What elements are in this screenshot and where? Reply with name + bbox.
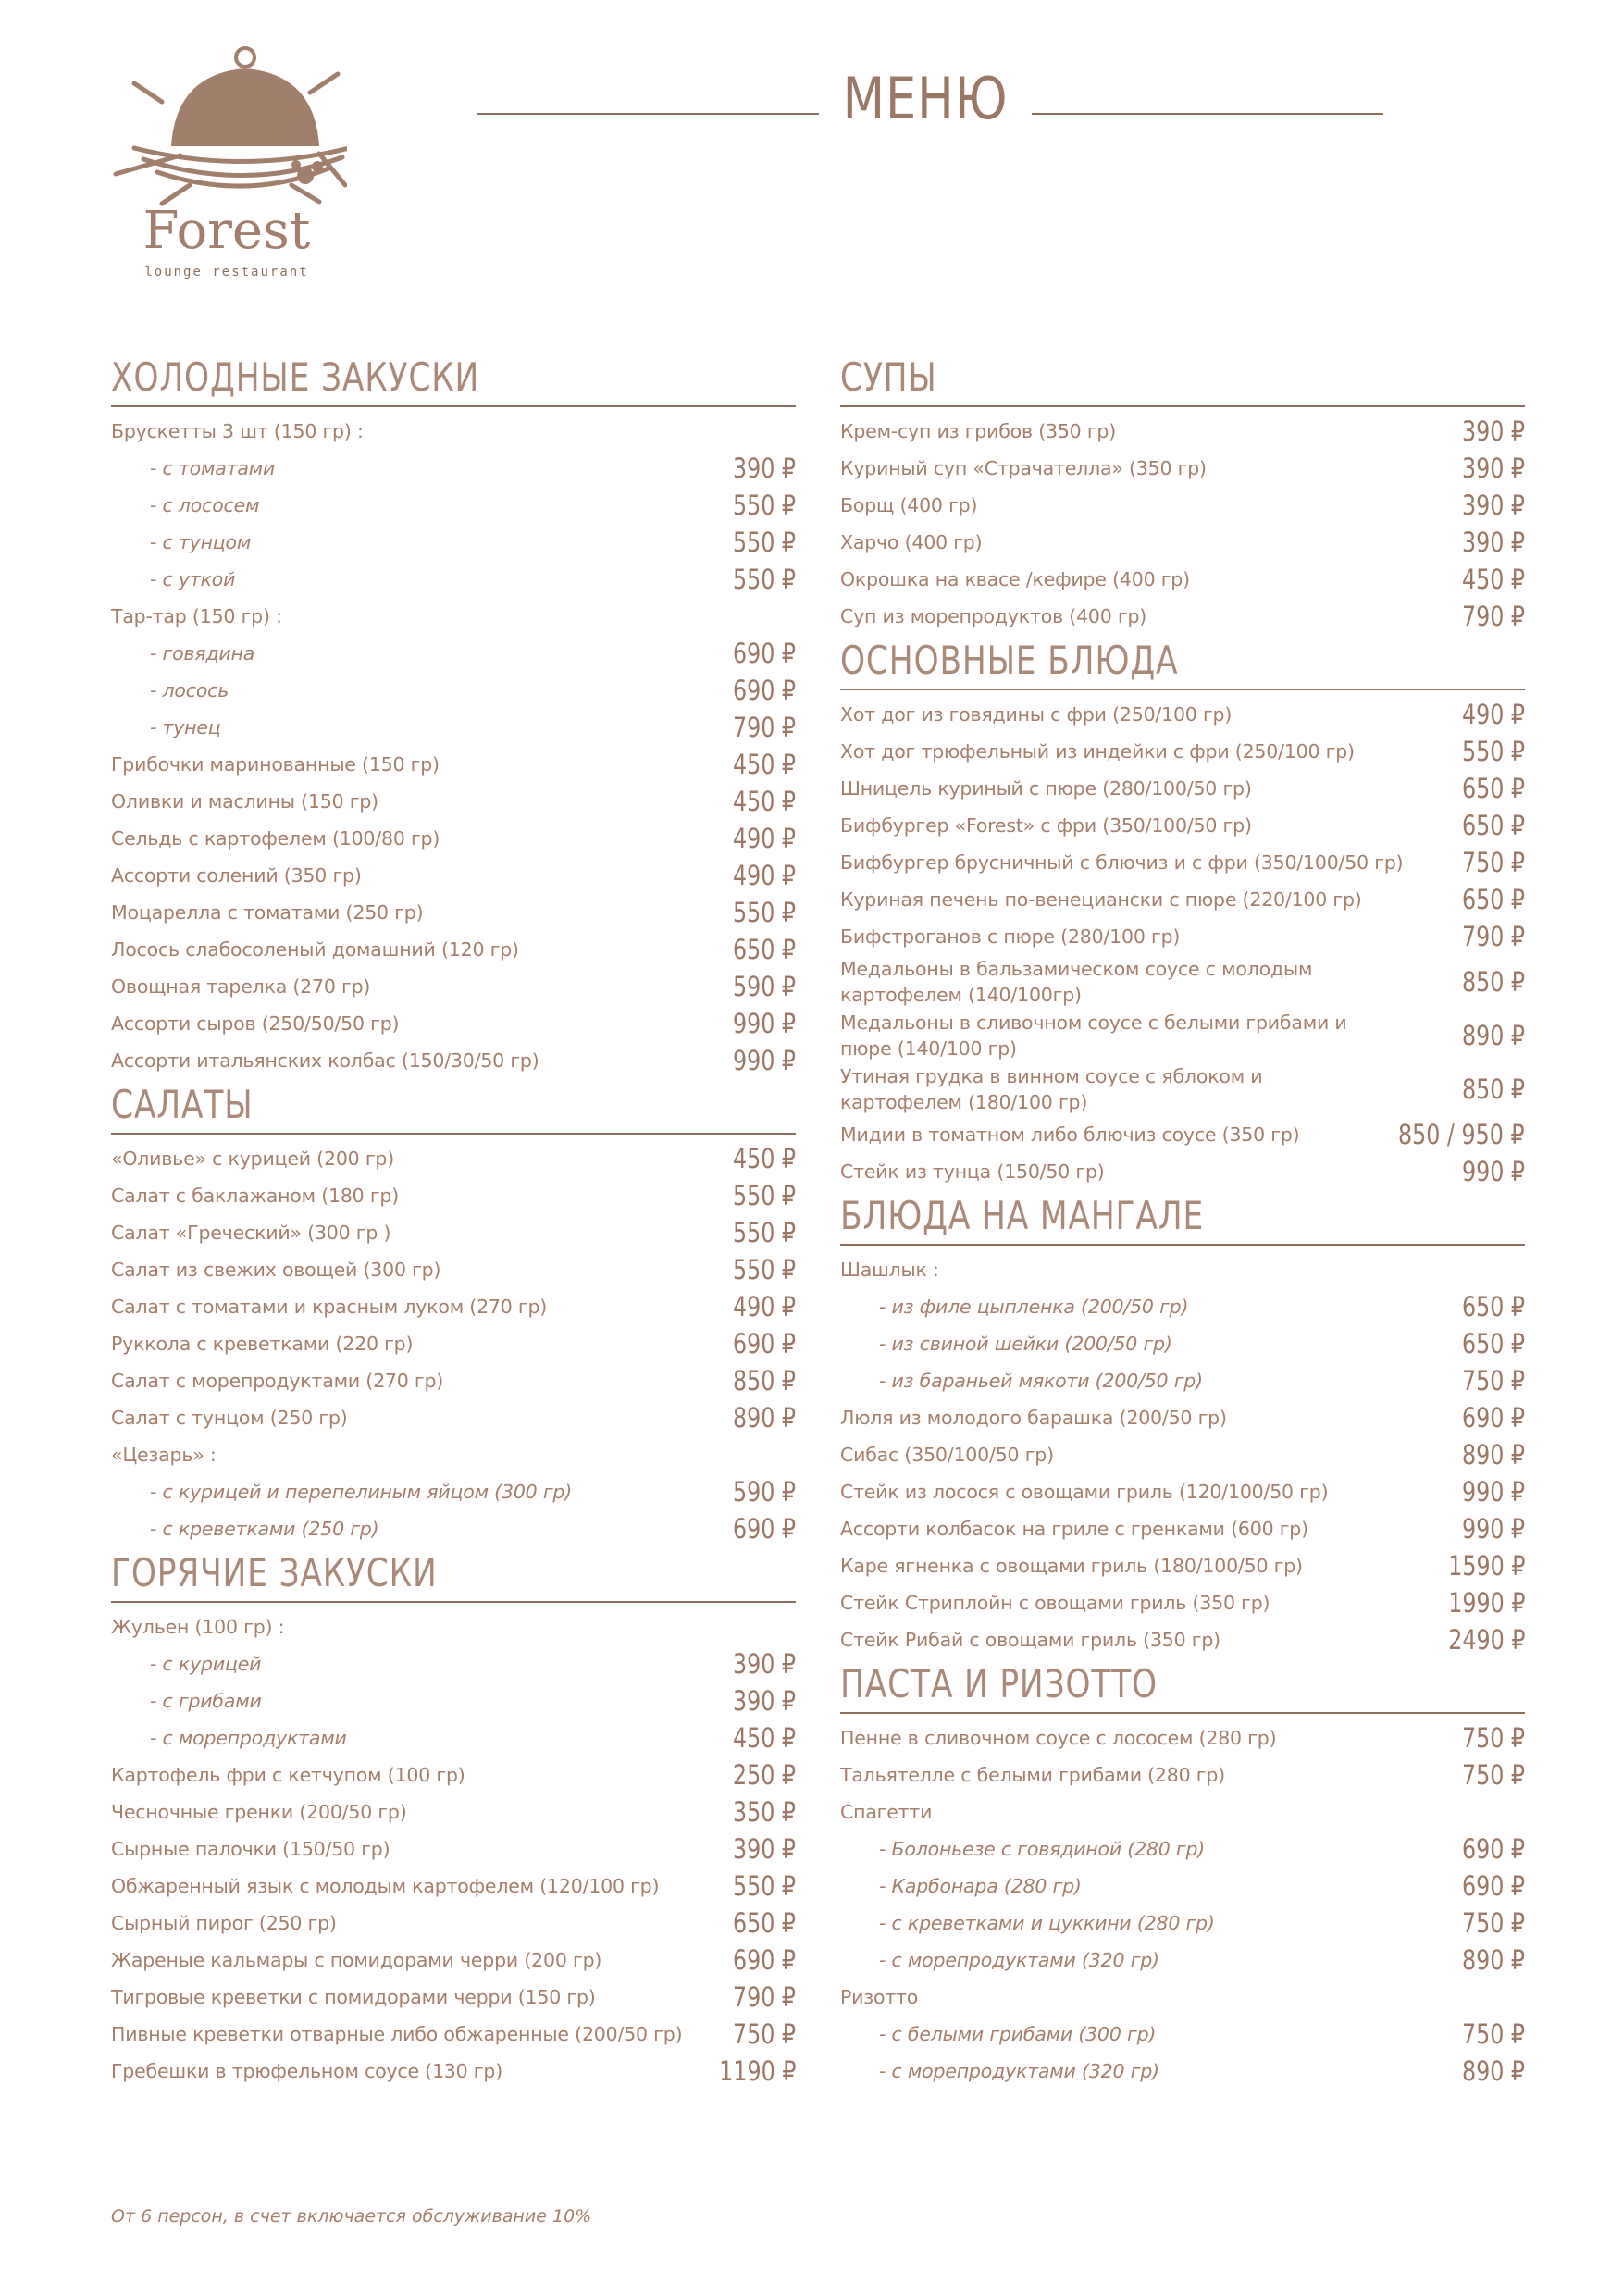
menu-item-price: 890 ₽: [1461, 1020, 1525, 1051]
menu-item: [111, 1473, 796, 1510]
menu-item: [111, 857, 796, 894]
menu-item-price: 990 ₽: [1461, 1476, 1525, 1508]
menu-item-name: - с томатами: [150, 456, 276, 479]
section-title: ГОРЯЧИЕ ЗАКУСКИ: [111, 1550, 438, 1595]
menu-item-price: 350 ₽: [732, 1796, 796, 1828]
menu-item-price: 550 ₽: [732, 564, 796, 595]
menu-item: [111, 1756, 796, 1793]
section-rule: [840, 1712, 1525, 1714]
menu-item-name: Бифстроганов с пюре (280/100 гр): [840, 925, 1181, 948]
menu-item: [111, 413, 796, 450]
logo-name: Forest: [142, 201, 311, 261]
menu-item-name: Стейк из тунца (150/50 гр): [840, 1160, 1105, 1183]
menu-item: [840, 696, 1525, 733]
menu-item: [840, 450, 1525, 487]
menu-item: [840, 733, 1525, 770]
menu-item-price: 690 ₽: [732, 1513, 796, 1545]
menu-item-price: 490 ₽: [732, 823, 796, 854]
menu-item: [111, 1942, 796, 1979]
menu-item-price: 850 / 950 ₽: [1398, 1119, 1525, 1150]
menu-item: [111, 1325, 796, 1362]
menu-item: [840, 770, 1525, 807]
menu-item-price: 390 ₽: [732, 1685, 796, 1717]
menu-section: [840, 635, 1525, 1190]
menu-item-name: - с курицей: [150, 1652, 262, 1675]
menu-section: [111, 352, 796, 1079]
menu-item: [840, 1399, 1525, 1436]
menu-item-name: Сибас (350/100/50 гр): [840, 1443, 1054, 1466]
menu-item-name: - с белыми грибами (300 гр): [879, 2022, 1157, 2045]
menu-item-name: Борщ (400 гр): [840, 493, 978, 516]
menu-item: [111, 2016, 796, 2053]
menu-item-name: Брускетты 3 шт (150 гр) :: [111, 419, 364, 442]
menu-item-price: 450 ₽: [732, 749, 796, 780]
menu-item-price: 450 ₽: [732, 786, 796, 817]
menu-item: [111, 2053, 796, 2090]
menu-item-name: Лосось слабосоленый домашний (120 гр): [111, 937, 519, 961]
menu-item-price: 550 ₽: [732, 1180, 796, 1211]
menu-item-name: - с курицей и перепелиным яйцом (300 гр): [150, 1480, 573, 1503]
menu-item-price: 690 ₽: [732, 638, 796, 669]
menu-item-price: 550 ₽: [732, 1254, 796, 1285]
menu-item-price: 850 ₽: [1461, 1074, 1525, 1105]
menu-item: [840, 1251, 1525, 1288]
menu-item-name: - из свиной шейки (200/50 гр): [879, 1332, 1172, 1355]
menu-item-price: 850 ₽: [732, 1365, 796, 1396]
menu-item: [840, 2053, 1525, 2090]
menu-item-name: Салат с морепродуктами (270 гр): [111, 1369, 444, 1392]
menu-item-name: - из бараньей мякоти (200/50 гр): [879, 1369, 1203, 1392]
menu-item-price: 750 ₽: [1461, 1722, 1525, 1754]
menu-item-price: 390 ₽: [1461, 490, 1525, 521]
menu-item-price: 590 ₽: [732, 1476, 796, 1508]
menu-item-name: Ассорти колбасок на гриле с гренками (600 гр): [840, 1517, 1308, 1540]
menu-item: [111, 524, 796, 561]
cloche-nest-icon: [106, 37, 347, 213]
menu-item: [840, 1325, 1525, 1362]
menu-item-price: 1590 ₽: [1447, 1550, 1525, 1582]
menu-item: [111, 1905, 796, 1942]
menu-item-name: Пенне в сливочном соусе с лососем (280 гр): [840, 1726, 1277, 1749]
menu-item-name: Суп из морепродуктов (400 гр): [840, 604, 1147, 627]
menu-item-price: 1190 ₽: [718, 2055, 796, 2087]
menu-item-name: Бифбургер «Forest» с фри (350/100/50 гр): [840, 813, 1252, 837]
menu-item-name: Жареные кальмары с помидорами черри (200 гр): [111, 1948, 602, 1971]
menu-item-name: Ризотто: [840, 1985, 919, 2008]
menu-item-price: 890 ₽: [732, 1402, 796, 1433]
menu-item-price: 790 ₽: [732, 1981, 796, 2013]
menu-item: [111, 1288, 796, 1325]
menu-item: [840, 1510, 1525, 1547]
menu-item-name: Утиная грудка в винном соусе с яблоком и картофелем (180/100 гр): [840, 1065, 1263, 1113]
menu-item: [111, 1510, 796, 1547]
menu-item-name: Салат с тунцом (250 гр): [111, 1406, 348, 1429]
menu-item-price: 390 ₽: [732, 1833, 796, 1865]
menu-item-price: 650 ₽: [1461, 773, 1525, 804]
menu-item-price: 550 ₽: [732, 1217, 796, 1248]
menu-item: [840, 1979, 1525, 2016]
menu-item-name: Стейк Рибай с овощами гриль (350 гр): [840, 1628, 1220, 1651]
menu-item-price: 790 ₽: [1461, 921, 1525, 952]
menu-item-price: 650 ₽: [1461, 1328, 1525, 1359]
menu-item-price: 750 ₽: [1461, 2018, 1525, 2050]
menu-item-price: 750 ₽: [1461, 1365, 1525, 1396]
menu-item-name: Харчо (400 гр): [840, 530, 983, 553]
menu-item-name: Грибочки маринованные (150 гр): [111, 752, 440, 776]
menu-item: [840, 1905, 1525, 1942]
menu-item-name: - с уткой: [150, 567, 236, 590]
menu-item-price: 450 ₽: [1461, 564, 1525, 595]
menu-item-name: Моцарелла с томатами (250 гр): [111, 900, 424, 924]
menu-item-name: - с креветками (250 гр): [150, 1517, 379, 1540]
menu-item-name: Шашлык :: [840, 1258, 939, 1281]
menu-item: [111, 1793, 796, 1831]
menu-item: [840, 1621, 1525, 1658]
menu-item: [111, 1868, 796, 1905]
menu-item-price: 550 ₽: [732, 1870, 796, 1902]
menu-item: [840, 1062, 1525, 1116]
menu-item: [111, 598, 796, 635]
menu-item-name: Тальятелле с белыми грибами (280 гр): [840, 1763, 1225, 1786]
menu-item: [111, 1608, 796, 1645]
menu-item-name: Ассорти солений (350 гр): [111, 863, 362, 887]
menu-item-price: 2490 ₽: [1447, 1624, 1525, 1656]
menu-item: [840, 955, 1525, 1009]
menu-item-price: 390 ₽: [1461, 453, 1525, 484]
menu-item: [111, 709, 796, 746]
menu-item-price: 890 ₽: [1461, 1944, 1525, 1976]
menu-section: [840, 1190, 1525, 1658]
menu-item: [111, 783, 796, 820]
menu-item-name: - тунец: [150, 715, 221, 738]
section-title: САЛАТЫ: [111, 1082, 254, 1127]
menu-item: [111, 1979, 796, 2016]
menu-item: [111, 1831, 796, 1868]
section-rule: [111, 1601, 796, 1603]
menu-item: [111, 635, 796, 672]
menu-item-name: Каре ягненка с овощами гриль (180/100/50 гр): [840, 1554, 1303, 1577]
section-title: ХОЛОДНЫЕ ЗАКУСКИ: [111, 354, 480, 400]
section-rule: [111, 1133, 796, 1135]
menu-item-name: Салат с томатами и красным луком (270 гр): [111, 1295, 548, 1318]
menu-section: [840, 352, 1525, 635]
menu-item: [111, 1005, 796, 1042]
menu-item: [840, 881, 1525, 918]
menu-item: [840, 1288, 1525, 1325]
menu-item-name: Обжаренный язык с молодым картофелем (120/100 гр): [111, 1874, 660, 1897]
menu-item-name: Крем-суп из грибов (350 гр): [840, 419, 1117, 442]
menu-item: [840, 1942, 1525, 1979]
menu-item-price: 650 ₽: [1461, 884, 1525, 915]
menu-item-price: 1990 ₽: [1447, 1587, 1525, 1619]
menu-item-price: 590 ₽: [732, 971, 796, 1002]
menu-item: [840, 1868, 1525, 1905]
menu-item: [111, 1362, 796, 1399]
menu-item-name: Медальоны в бальзамическом соусе с молодым картофелем (140/100гр): [840, 958, 1313, 1006]
menu-item-price: 690 ₽: [1461, 1870, 1525, 1902]
menu-item-price: 390 ₽: [1461, 416, 1525, 447]
menu-item-name: - говядина: [150, 641, 255, 664]
menu-item-name: - из филе цыпленка (200/50 гр): [879, 1295, 1189, 1318]
menu-item-price: 750 ₽: [1461, 1907, 1525, 1939]
menu-item-price: 750 ₽: [1461, 1759, 1525, 1791]
menu-item-name: Шницель куриный с пюре (280/100/50 гр): [840, 776, 1252, 800]
menu-item: [111, 1177, 796, 1214]
menu-item: [111, 450, 796, 487]
menu-item-price: 650 ₽: [1461, 1291, 1525, 1322]
menu-item-name: Хот дог трюфельный из индейки с фри (250/100 гр): [840, 739, 1355, 763]
menu-item-name: Окрошка на квасе /кефире (400 гр): [840, 567, 1190, 590]
menu-item: [111, 1645, 796, 1682]
menu-section: [111, 1079, 796, 1547]
section-rule: [111, 405, 796, 407]
menu-item: [840, 1756, 1525, 1793]
menu-item: [840, 561, 1525, 598]
menu-item-price: 490 ₽: [732, 860, 796, 891]
menu-item-name: Картофель фри с кетчупом (100 гр): [111, 1763, 465, 1786]
menu-item: [111, 487, 796, 524]
menu-item: [840, 844, 1525, 881]
menu-item-name: Стейк из лосося с овощами гриль (120/100/50 гр): [840, 1480, 1329, 1503]
menu-item-name: Гребешки в трюфельном соусе (130 гр): [111, 2059, 502, 2082]
menu-item-price: 390 ₽: [732, 453, 796, 484]
menu-item: [840, 524, 1525, 561]
menu-item-name: - с креветками и цуккини (280 гр): [879, 1911, 1215, 1934]
menu-item-name: Салат из свежих овощей (300 гр): [111, 1258, 441, 1281]
menu-item-price: 890 ₽: [1461, 1439, 1525, 1471]
menu-item: [840, 1793, 1525, 1831]
menu-item: [111, 672, 796, 709]
menu-item-name: - Карбонара (280 гр): [879, 1874, 1082, 1897]
menu-item: [840, 1362, 1525, 1399]
menu-item: [111, 894, 796, 931]
menu-item-name: Салат с баклажаном (180 гр): [111, 1184, 400, 1207]
menu-item: [840, 1547, 1525, 1584]
menu-item: [840, 1473, 1525, 1510]
menu-item-name: Пивные креветки отварные либо обжаренные (200/50 гр): [111, 2022, 683, 2045]
menu-item: [840, 1584, 1525, 1621]
menu-item-price: 990 ₽: [732, 1008, 796, 1039]
menu-item: [840, 1116, 1525, 1153]
menu-item: [840, 1153, 1525, 1190]
menu-item: [111, 1214, 796, 1251]
menu-item-name: Люля из молодого барашка (200/50 гр): [840, 1406, 1227, 1429]
menu-item: [111, 1682, 796, 1719]
title-rule-right: [1032, 113, 1383, 115]
menu-item-name: - с лососем: [150, 493, 260, 516]
menu-item-name: - с морепродуктами: [150, 1726, 347, 1749]
menu-item-price: 250 ₽: [732, 1759, 796, 1791]
menu-item-price: 450 ₽: [732, 1722, 796, 1754]
menu-item: [111, 820, 796, 857]
menu-item-name: Куриный суп «Страчателла» (350 гр): [840, 456, 1207, 479]
menu-item-price: 690 ₽: [1461, 1402, 1525, 1433]
menu-item: [840, 487, 1525, 524]
menu-item-name: «Цезарь» :: [111, 1443, 217, 1466]
menu-item-price: 750 ₽: [732, 2018, 796, 2050]
menu-item-price: 490 ₽: [1461, 699, 1525, 730]
menu-item: [111, 1042, 796, 1079]
menu-item: [111, 968, 796, 1005]
menu-item: [840, 598, 1525, 635]
title-rule-left: [477, 113, 819, 115]
menu-item-name: Салат «Греческий» (300 гр ): [111, 1221, 391, 1244]
menu-item: [840, 1009, 1525, 1062]
menu-item-name: Медальоны в сливочном соусе с белыми грибами и пюре (140/100 гр): [840, 1011, 1347, 1060]
section-rule: [840, 405, 1525, 407]
menu-item: [840, 1436, 1525, 1473]
menu-item-name: Куриная печень по-венециански с пюре (220/100 гр): [840, 887, 1362, 911]
menu-header: [477, 65, 1383, 157]
menu-item-price: 790 ₽: [732, 712, 796, 743]
menu-item-name: - лосось: [150, 678, 229, 701]
menu-item-price: 550 ₽: [732, 897, 796, 928]
menu-item-price: 990 ₽: [1461, 1156, 1525, 1187]
menu-item-name: Ассорти сыров (250/50/50 гр): [111, 1011, 400, 1035]
menu-item-name: Чесночные гренки (200/50 гр): [111, 1800, 407, 1823]
menu-item: [840, 413, 1525, 450]
section-title: ПАСТА И РИЗОТТО: [840, 1661, 1158, 1706]
menu-section: [840, 1658, 1525, 2090]
menu-item: [111, 561, 796, 598]
section-title: БЛЮДА НА МАНГАЛЕ: [840, 1193, 1205, 1238]
service-charge-note: От 6 персон, в счет включается обслуживание 10%: [111, 2206, 592, 2227]
menu-item-name: - с морепродуктами (320 гр): [879, 2059, 1159, 2082]
menu-item-price: 790 ₽: [1461, 601, 1525, 632]
page-title: МЕНЮ: [842, 65, 1009, 132]
menu-item: [840, 807, 1525, 844]
menu-item: [111, 1436, 796, 1473]
menu-item-price: 550 ₽: [1461, 736, 1525, 767]
menu-item-price: 550 ₽: [732, 490, 796, 521]
menu-item-price: 490 ₽: [732, 1291, 796, 1322]
menu-item-name: Бифбургер брусничный с блючиз и с фри (350/100/50 гр): [840, 850, 1404, 874]
menu-item-price: 450 ₽: [732, 1143, 796, 1174]
menu-item-price: 550 ₽: [732, 527, 796, 558]
menu-item-name: - Болоньезе с говядиной (280 гр): [879, 1837, 1206, 1860]
menu-item: [840, 1831, 1525, 1868]
section-title: СУПЫ: [840, 354, 937, 400]
menu-item-name: Овощная тарелка (270 гр): [111, 974, 371, 998]
menu-item-name: Руккола с креветками (220 гр): [111, 1332, 414, 1355]
menu-item-price: 650 ₽: [1461, 810, 1525, 841]
menu-item-name: Тар-тар (150 гр) :: [111, 604, 282, 627]
menu-item: [840, 918, 1525, 955]
menu-item: [111, 1251, 796, 1288]
section-rule: [840, 689, 1525, 690]
menu-item-name: Сырные палочки (150/50 гр): [111, 1837, 390, 1860]
menu-item: [840, 2016, 1525, 2053]
menu-item-name: Тигровые креветки с помидорами черри (150 гр): [111, 1985, 596, 2008]
section-rule: [840, 1244, 1525, 1246]
menu-item: [111, 931, 796, 968]
menu-item-name: - с морепродуктами (320 гр): [879, 1948, 1159, 1971]
menu-item-name: Хот дог из говядины с фри (250/100 гр): [840, 702, 1233, 726]
menu-item-price: 990 ₽: [732, 1045, 796, 1076]
menu-item-name: Мидии в томатном либо блючиз соусе (350 гр): [840, 1123, 1300, 1146]
menu-item-price: 890 ₽: [1461, 2055, 1525, 2087]
menu-item-name: «Оливье» с курицей (200 гр): [111, 1147, 395, 1170]
left-column: [111, 352, 796, 2090]
menu-section: [111, 1547, 796, 2090]
menu-item: [111, 1719, 796, 1756]
menu-item-name: Жульен (100 гр) :: [111, 1615, 285, 1638]
menu-item: [840, 1719, 1525, 1756]
menu-item-price: 650 ₽: [732, 1907, 796, 1939]
right-column: [840, 352, 1525, 2090]
section-title: ОСНОВНЫЕ БЛЮДА: [840, 638, 1179, 683]
menu-item: [111, 1140, 796, 1177]
menu-item: [111, 746, 796, 783]
menu-item-price: 690 ₽: [732, 675, 796, 706]
menu-item-name: - с грибами: [150, 1689, 262, 1712]
menu-item-name: Спагетти: [840, 1800, 933, 1823]
menu-item-name: Ассорти итальянских колбас (150/30/50 гр): [111, 1049, 539, 1072]
menu-item-price: 990 ₽: [1461, 1513, 1525, 1545]
menu-item-price: 390 ₽: [732, 1648, 796, 1680]
menu-item-price: 690 ₽: [732, 1944, 796, 1976]
menu-item-price: 750 ₽: [1461, 847, 1525, 878]
menu-item-price: 850 ₽: [1461, 966, 1525, 998]
menu-item-name: - с тунцом: [150, 530, 252, 553]
menu-item-name: Стейк Стриплойн с овощами гриль (350 гр): [840, 1591, 1270, 1614]
menu-item-name: Сельдь с картофелем (100/80 гр): [111, 826, 440, 850]
menu-item-name: Сырный пирог (250 гр): [111, 1911, 337, 1934]
menu-item-price: 690 ₽: [1461, 1833, 1525, 1865]
menu-item-price: 390 ₽: [1461, 527, 1525, 558]
menu-item: [111, 1399, 796, 1436]
menu-item-name: Оливки и маслины (150 гр): [111, 789, 378, 813]
menu-item-price: 690 ₽: [732, 1328, 796, 1359]
logo-subtitle: lounge restaurant: [144, 265, 309, 279]
restaurant-logo: [106, 37, 347, 287]
menu-item-price: 650 ₽: [732, 934, 796, 965]
